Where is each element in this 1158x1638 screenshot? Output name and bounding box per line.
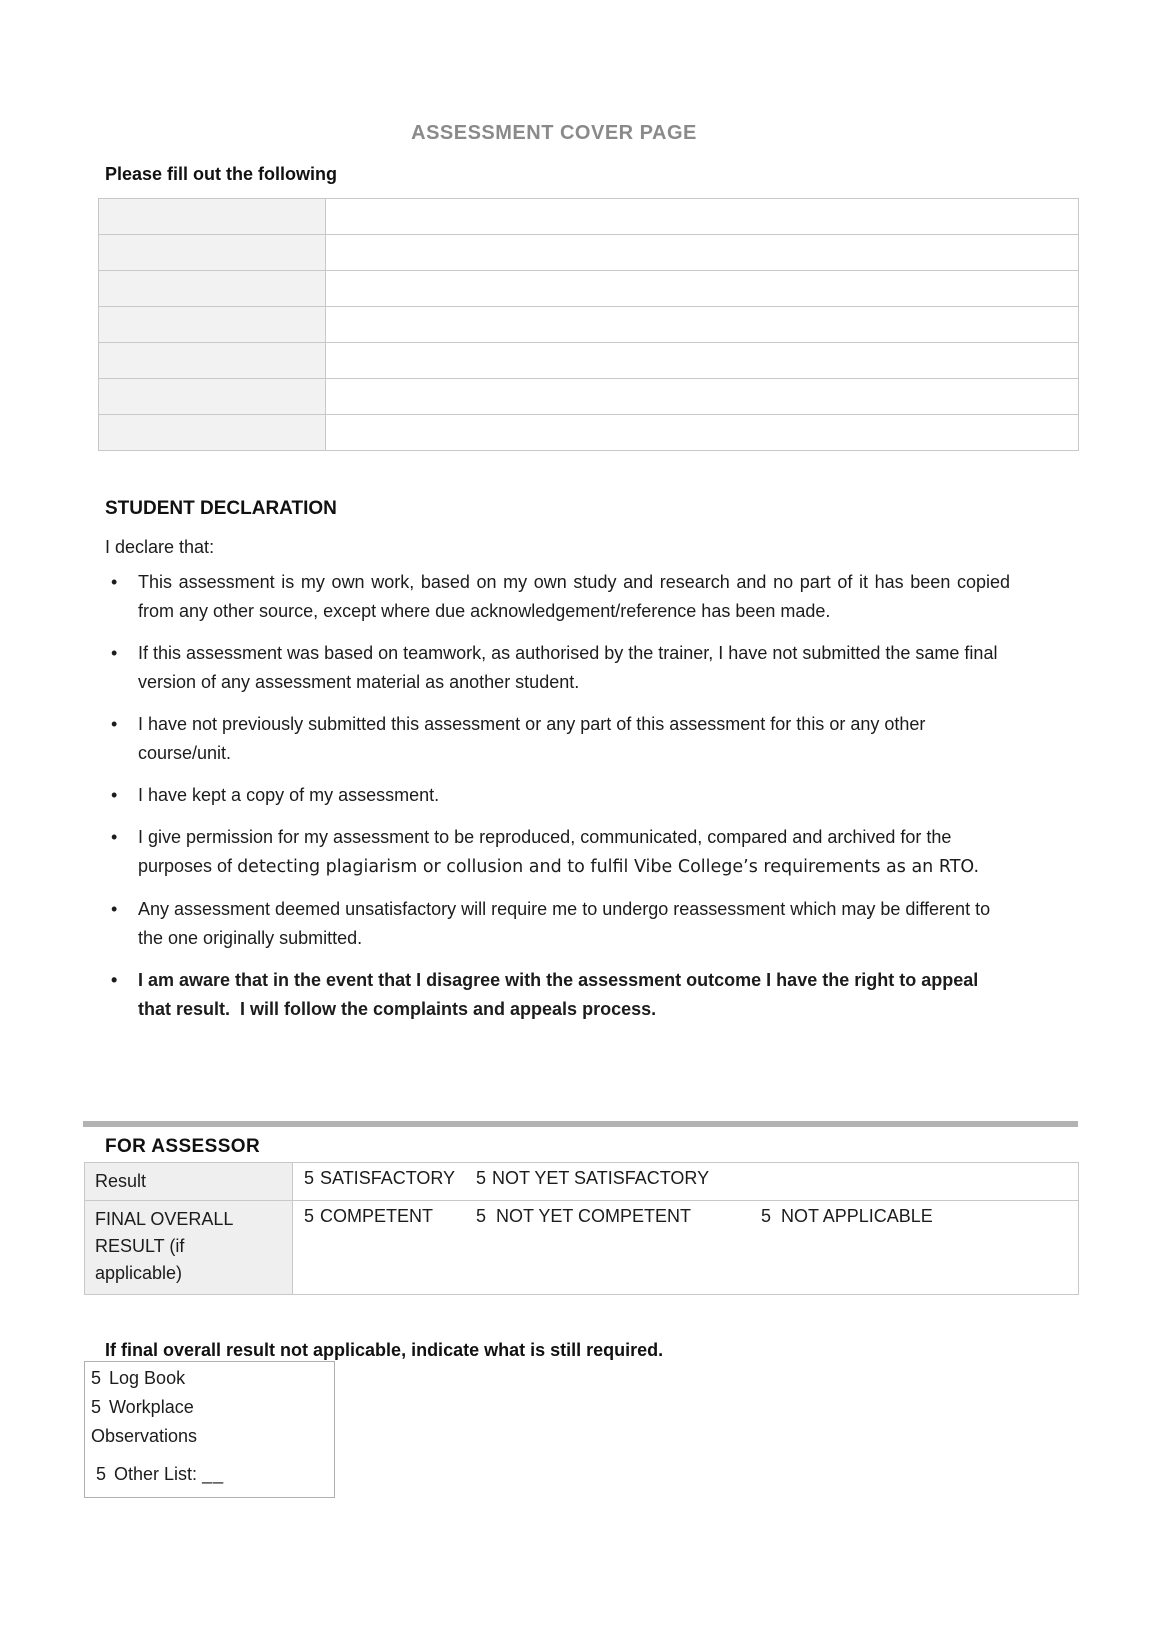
- checkbox-option-workplace-observations[interactable]: [91, 1393, 304, 1451]
- checkbox-icon[interactable]: 5: [476, 1168, 487, 1188]
- checkbox-icon[interactable]: 5: [304, 1168, 315, 1188]
- option-label: SATISFACTORY: [320, 1168, 456, 1188]
- field-value-cell[interactable]: [326, 379, 1079, 415]
- assessor-section-heading: FOR ASSESSOR: [105, 1136, 261, 1157]
- field-value-cell[interactable]: [326, 271, 1079, 307]
- field-value-cell[interactable]: [326, 415, 1079, 451]
- table-row: [99, 307, 1079, 343]
- option-label: COMPETENT: [320, 1206, 434, 1226]
- bullet-text-segment-alt-font: detecting plagiarism or collusion and to fulfil Vibe College’s requirements as an RTO.: [237, 857, 980, 877]
- table-row: [99, 271, 1079, 307]
- checkbox-icon[interactable]: 5: [91, 1397, 102, 1417]
- section-divider-bar: [83, 1121, 1078, 1127]
- table-row: [99, 343, 1079, 379]
- field-label-cell: [99, 199, 326, 235]
- option-label: Workplace Observations: [91, 1397, 198, 1446]
- declaration-bullet: [105, 823, 1010, 882]
- checkbox-option-competent[interactable]: [304, 1206, 476, 1227]
- table-row: [99, 199, 1079, 235]
- checkbox-option-satisfactory[interactable]: [304, 1168, 476, 1189]
- declaration-bullet: • I have not previously submitted this assessment or any part of this assessment for this or any other course/unit.: [105, 710, 1010, 768]
- field-label-cell: [99, 307, 326, 343]
- assessor-table: [84, 1162, 1079, 1295]
- final-result-row: [85, 1201, 1079, 1295]
- declaration-bullet: • This assessment is my own work, based on my own study and research and no part of it has been copied from any other source, except where due acknowledgement/reference has been made.: [105, 568, 1010, 626]
- checkbox-icon[interactable]: 5: [761, 1206, 772, 1226]
- declaration-heading: STUDENT DECLARATION: [105, 498, 337, 519]
- fill-table: [98, 198, 1079, 451]
- field-label-cell: [99, 343, 326, 379]
- page-title: ASSESSMENT COVER PAGE: [411, 122, 697, 144]
- checkbox-icon[interactable]: 5: [476, 1206, 487, 1226]
- result-label-cell: Result: [85, 1163, 293, 1201]
- checkbox-icon[interactable]: 5: [96, 1464, 107, 1484]
- option-label: Log Book: [109, 1368, 186, 1388]
- table-row: [99, 415, 1079, 451]
- checkbox-option-not-yet-satisfactory[interactable]: [476, 1168, 709, 1189]
- field-label-cell: [99, 235, 326, 271]
- option-label: NOT YET COMPETENT: [496, 1206, 692, 1226]
- option-label: NOT APPLICABLE: [781, 1206, 933, 1226]
- declaration-bullet: • If this assessment was based on teamwork, as authorised by the trainer, I have not submitted the same final version of any assessment material as another student.: [105, 639, 1010, 697]
- result-options-cell: [293, 1163, 1079, 1201]
- declaration-bullet-list: [105, 568, 1010, 1037]
- fill-section-heading: Please fill out the following: [105, 164, 338, 184]
- bullet-text-segment: I give permission for my assessment to be reproduced, communicated, compared and archived for the purposes of: [138, 827, 952, 876]
- field-value-cell[interactable]: [326, 343, 1079, 379]
- field-label-cell: [99, 271, 326, 307]
- fill-blank[interactable]: __: [202, 1464, 225, 1484]
- table-row: [99, 379, 1079, 415]
- field-value-cell[interactable]: [326, 235, 1079, 271]
- declaration-bullet: • I have kept a copy of my assessment.: [105, 781, 1010, 810]
- checkbox-option-log-book[interactable]: [91, 1364, 304, 1393]
- result-row: [85, 1163, 1079, 1201]
- option-label: NOT YET SATISFACTORY: [492, 1168, 710, 1188]
- declaration-intro: I declare that:: [105, 537, 215, 557]
- checkbox-icon[interactable]: 5: [304, 1206, 315, 1226]
- final-result-options: [304, 1206, 1078, 1227]
- checkbox-option-not-applicable[interactable]: [761, 1206, 933, 1227]
- still-required-heading: If final overall result not applicable, indicate what is still required.: [105, 1340, 664, 1360]
- final-result-options-cell: [293, 1201, 1079, 1295]
- checkbox-option-other-list[interactable]: [91, 1460, 304, 1489]
- checkbox-icon[interactable]: 5: [91, 1368, 102, 1388]
- table-row: [99, 235, 1079, 271]
- field-label-cell: [99, 379, 326, 415]
- result-options: [304, 1168, 1078, 1189]
- final-result-label-cell: FINAL OVERALL RESULT (if applicable): [85, 1201, 293, 1295]
- declaration-bullet-bold: • I am aware that in the event that I disagree with the assessment outcome I have the right to appeal that result. I will follow the complaints and appeals process.: [105, 966, 1010, 1024]
- option-label: Other List:: [114, 1464, 198, 1484]
- field-value-cell[interactable]: [326, 307, 1079, 343]
- still-required-box: [84, 1361, 335, 1498]
- field-value-cell[interactable]: [326, 199, 1079, 235]
- declaration-bullet: • Any assessment deemed unsatisfactory will require me to undergo reassessment which may be different to the one originally submitted.: [105, 895, 1010, 953]
- checkbox-option-not-yet-competent[interactable]: [476, 1206, 761, 1227]
- field-label-cell: [99, 415, 326, 451]
